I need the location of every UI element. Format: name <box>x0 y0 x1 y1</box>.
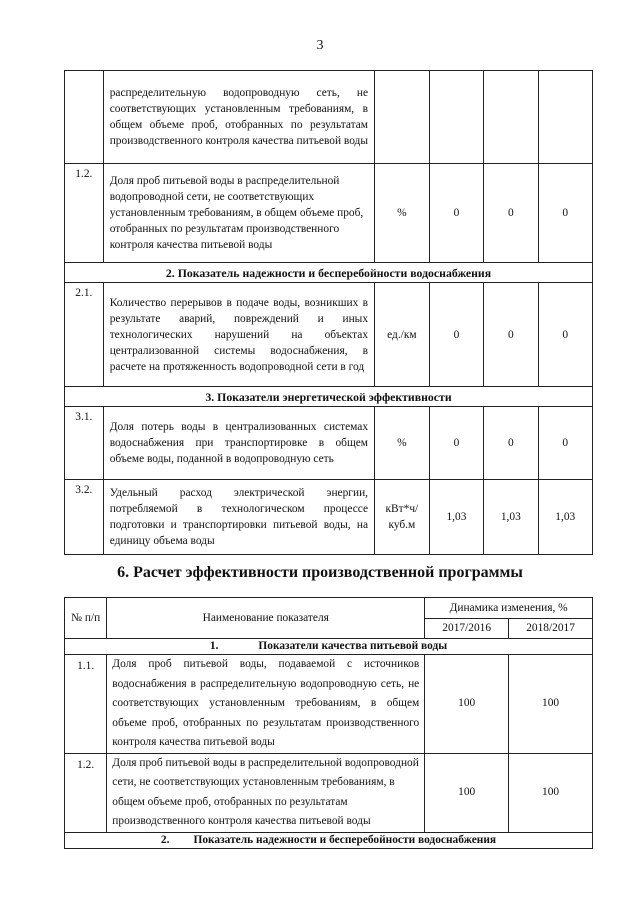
section-number: 1. <box>209 640 219 652</box>
section-number: 2. <box>160 833 170 846</box>
section-heading-2: 2. Показатель надежности и бесперебойности водоснабжения <box>65 263 593 283</box>
indicator-name: Количество перерывов в подаче воды, возникших в результате аварий, повреждений и иных технологических нарушений на объектах централизованной системы водоснабжения, в расчете на протяженность водопроводной сети в год <box>103 283 374 387</box>
section-row <box>65 387 593 407</box>
indicator-name: Удельный расход электрической энергии, потребляемой в технологическом процессе подготовки и транспортировки питьевой воды, на единицу объема воды <box>103 480 374 555</box>
section-row <box>65 263 593 283</box>
value-cell <box>538 71 592 164</box>
indicator-name: Доля потерь воды в централизованных системах водоснабжения при транспортировке в общем объеме воды, поданной в водопроводную сеть <box>103 407 374 480</box>
value-cell: 0 <box>429 407 483 480</box>
section-row <box>65 639 593 655</box>
value-cell <box>484 71 538 164</box>
value-cell: 0 <box>538 164 592 263</box>
row-number: 2.1. <box>65 283 104 387</box>
value-cell: 100 <box>425 753 509 832</box>
section-title-text: Показатели качества питьевой воды <box>258 640 448 652</box>
value-cell: 0 <box>429 164 483 263</box>
indicator-name: Доля проб питьевой воды в распределительной водопроводной сети, не соответствующих установленным требованиям, в общем объеме проб, отобранных по результатам производственного контроля качества питьевой воды <box>107 753 425 832</box>
value-cell: 0 <box>484 283 538 387</box>
indicators-table <box>64 70 593 555</box>
value-cell: 0 <box>538 283 592 387</box>
table-row <box>65 164 593 263</box>
unit-cell: % <box>375 164 430 263</box>
header-num: № п/п <box>65 598 107 639</box>
header-period: 2018/2017 <box>509 619 593 639</box>
row-number: 3.2. <box>65 480 104 555</box>
header-row <box>65 598 593 619</box>
value-cell: 0 <box>484 407 538 480</box>
table-row <box>65 407 593 480</box>
value-cell: 0 <box>484 164 538 263</box>
page-number: 3 <box>316 38 324 53</box>
value-cell: 0 <box>429 283 483 387</box>
row-number: 1.1. <box>65 655 107 754</box>
row-number: 3.1. <box>65 407 104 480</box>
table-row <box>65 283 593 387</box>
unit-cell: ед./км <box>375 283 430 387</box>
table-row <box>65 655 593 754</box>
table-row <box>65 480 593 555</box>
table-row <box>65 71 593 164</box>
row-number: 1.2. <box>65 753 107 832</box>
unit-cell <box>375 71 430 164</box>
indicator-name: Доля проб питьевой воды в распределительной водопроводной сети, не соответствующих установленным требованиям, в общем объеме проб, отобранных по результатам производственного контроля качества питьевой воды <box>103 164 374 263</box>
unit-cell: % <box>375 407 430 480</box>
value-cell: 100 <box>509 655 593 754</box>
efficiency-table <box>64 597 593 849</box>
indicator-name: распределительную водопроводную сеть, не соответствующих установленным требованиям, в общем объеме проб, отобранных по результатам производственного контроля качества питьевой воды <box>103 71 374 164</box>
section-row <box>65 832 593 848</box>
header-name: Наименование показателя <box>107 598 425 639</box>
value-cell: 1,03 <box>484 480 538 555</box>
value-cell: 100 <box>425 655 509 754</box>
value-cell: 0 <box>538 407 592 480</box>
section-title-text: Показатель надежности и бесперебойности водоснабжения <box>193 833 497 846</box>
section-heading-2 <box>65 832 593 848</box>
row-number <box>65 71 104 164</box>
row-number: 1.2. <box>65 164 104 263</box>
section-title: 6. Расчет эффективности производственной программы <box>117 564 523 581</box>
header-dynamics: Динамика изменения, % <box>425 598 593 619</box>
value-cell: 1,03 <box>538 480 592 555</box>
value-cell: 100 <box>509 753 593 832</box>
value-cell: 1,03 <box>429 480 483 555</box>
header-period: 2017/2016 <box>425 619 509 639</box>
indicator-name: Доля проб питьевой воды, подаваемой с источников водоснабжения в распределительную водопроводную сеть, не соответствующих установленным требованиям, в общем объеме проб, отобранных по результатам производственного контроля качества питьевой воды <box>107 655 425 754</box>
unit-cell: кВт*ч/ куб.м <box>375 480 430 555</box>
value-cell <box>429 71 483 164</box>
table-row <box>65 753 593 832</box>
section-heading-1 <box>65 639 593 655</box>
section-heading-3: 3. Показатели энергетической эффективности <box>65 387 593 407</box>
